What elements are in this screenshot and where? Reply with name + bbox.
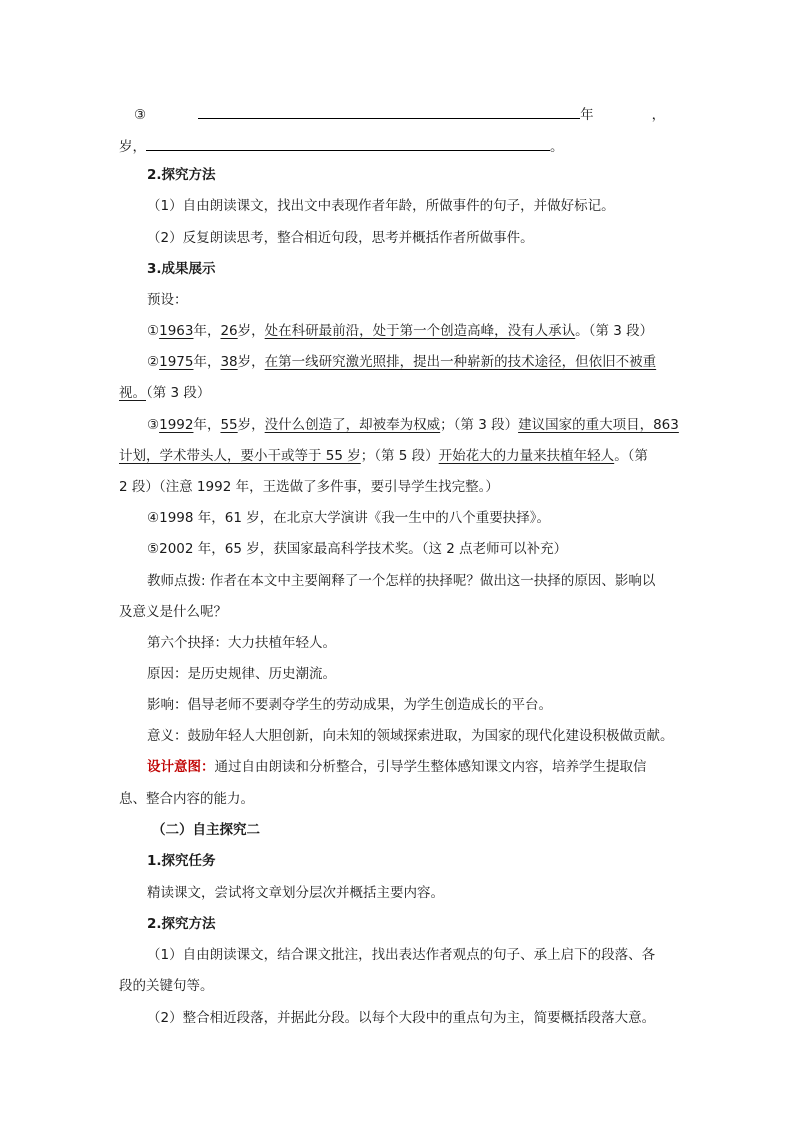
text: ；（第 3 段） <box>440 417 519 433</box>
section-heading: 2.探究方法 <box>147 167 216 183</box>
list-item <box>147 353 679 371</box>
paragraph: （1）自由朗读课文，结合课文批注，找出表达作者观点的句子、承上启下的段落、各 <box>147 947 656 963</box>
year: 1963 <box>159 323 194 339</box>
item-number: ③ <box>134 107 147 123</box>
preset-label: 预设： <box>147 292 188 308</box>
meaning-line: 意义：鼓励年轻人大胆创新，向未知的领域探索进取，为国家的现代化建设积极做贡献。 <box>147 728 674 744</box>
section-heading: 2.探究方法 <box>147 916 216 932</box>
text: ；（第 5 段） <box>360 448 439 464</box>
fill-in-row-age <box>119 136 679 156</box>
text: 岁， <box>237 323 265 339</box>
section-heading: 3.成果展示 <box>147 261 216 277</box>
choice-line: 第六个抉择：大力扶植年轻人。 <box>147 635 336 651</box>
impact-line: 影响：倡导老师不要剥夺学生的劳动成果，为学生创造成长的平台。 <box>147 697 552 713</box>
design-intent-label: 设计意图： <box>147 759 215 775</box>
period: 。 <box>550 139 564 155</box>
item-number: ① <box>147 323 160 339</box>
item-number: ② <box>147 354 160 370</box>
age: 26 <box>220 323 238 339</box>
event: 建议国家的重大项目，863 <box>518 417 679 433</box>
blank-line[interactable] <box>146 136 550 151</box>
year-suffix: 年 <box>580 107 594 123</box>
event: 处在科研最前沿，处于第一个创造高峰，没有人承认 <box>264 323 576 339</box>
text: 。（第 <box>614 448 648 464</box>
section-title: （二）自主探究二 <box>152 822 260 838</box>
fill-in-row-3 <box>134 104 679 124</box>
blank-line[interactable] <box>198 104 580 119</box>
list-item-continued: 2 段）（注意 1992 年，王选做了多件事，要引导学生找完整。） <box>119 479 499 495</box>
list-item <box>147 416 679 434</box>
text: 年， <box>193 354 221 370</box>
event: 视。 <box>119 385 146 401</box>
text: 年， <box>193 323 221 339</box>
comma: ， <box>651 107 666 123</box>
design-intent-continued: 息、整合内容的能力。 <box>119 791 254 807</box>
item-number: ③ <box>147 417 160 433</box>
paragraph: （2）整合相近段落，并据此分段。以每个大段中的重点句为主，简要概括段落大意。 <box>147 1010 656 1026</box>
year: 1975 <box>159 354 194 370</box>
reason-line: 原因：是历史规律、历史潮流。 <box>147 666 336 682</box>
age: 55 <box>220 417 238 433</box>
paragraph: （2）反复朗读思考，整合相近句段，思考并概括作者所做事件。 <box>147 230 534 246</box>
paragraph: 精读课文，尝试将文章划分层次并概括主要内容。 <box>147 885 444 901</box>
list-item: ④1998 年，61 岁，在北京大学演讲《我一生中的八个重要抉择》。 <box>147 510 550 526</box>
age: 38 <box>220 354 238 370</box>
teacher-note: 教师点拨: 作者在本文中主要阐释了一个怎样的抉择呢？做出这一抉择的原因、影响以 <box>147 573 656 589</box>
section-heading: 1.探究任务 <box>147 853 216 869</box>
text: 年， <box>193 417 221 433</box>
text: 岁， <box>237 354 265 370</box>
teacher-note-continued: 及意义是什么呢？ <box>119 604 227 620</box>
list-item-continued <box>119 447 679 465</box>
paragraph: （1）自由朗读课文，找出文中表现作者年龄，所做事件的句子，并做好标记。 <box>147 198 615 214</box>
list-item-continued <box>119 384 679 402</box>
text: （第 3 段） <box>146 385 211 401</box>
list-item <box>147 322 679 340</box>
design-intent <box>147 758 679 776</box>
event: 开始花大的力量来扶植年轻人 <box>438 448 615 464</box>
design-intent-text: 通过自由朗读和分析整合，引导学生整体感知课文内容，培养学生提取信 <box>214 759 647 775</box>
text: 岁， <box>237 417 265 433</box>
text: 。（第 3 段） <box>575 323 654 339</box>
event: 计划，学术带头人，要小干或等于 55 岁 <box>119 448 361 464</box>
paragraph-continued: 段的关键句等。 <box>119 978 214 994</box>
age-suffix: 岁， <box>119 139 146 155</box>
event: 在第一线研究激光照排，提出一种崭新的技术途径，但依旧不被重 <box>264 354 657 370</box>
year: 1992 <box>159 417 194 433</box>
event: 没什么创造了，却被奉为权威 <box>264 417 441 433</box>
list-item: ⑤2002 年，65 岁，获国家最高科学技术奖。（这 2 点老师可以补充） <box>147 541 568 557</box>
